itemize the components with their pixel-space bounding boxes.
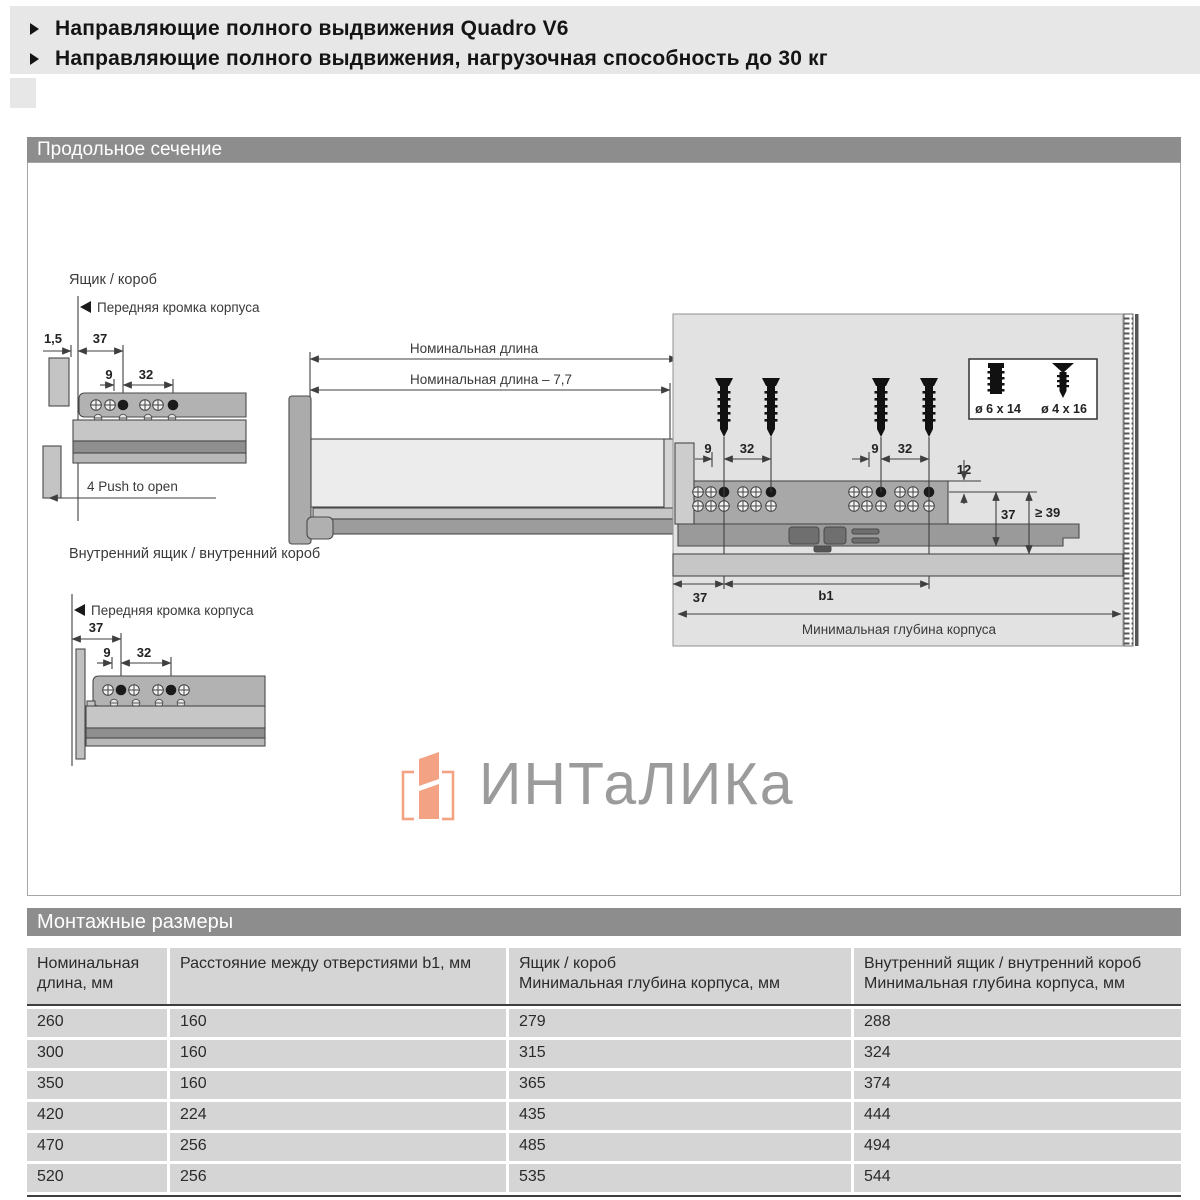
dim-37: 37 bbox=[88, 620, 104, 635]
table-cell: 485 bbox=[509, 1133, 851, 1161]
section-title-text: Продольное сечение bbox=[37, 139, 223, 160]
front-edge-label: Передняя кромка корпуса bbox=[97, 300, 260, 315]
table-cell: 365 bbox=[509, 1071, 851, 1099]
screw-euro-icon bbox=[988, 363, 1005, 394]
section-title-longitudinal bbox=[27, 137, 1181, 162]
product-subtitle: Направляющие полного выдвижения, нагрузочная способность до 30 кг bbox=[55, 47, 828, 70]
dim-32: 32 bbox=[739, 441, 755, 456]
table-row bbox=[27, 1133, 1181, 1161]
dim-37: 37 bbox=[692, 590, 708, 605]
dim-b1: b1 bbox=[818, 588, 834, 603]
page-header-banner bbox=[10, 6, 1200, 74]
cabinet-front-post bbox=[675, 443, 694, 524]
dim-9: 9 bbox=[105, 367, 113, 382]
watermark-logo bbox=[399, 748, 859, 858]
cabinet-back-wall-hatch bbox=[1124, 314, 1133, 646]
dim-9: 9 bbox=[103, 645, 111, 660]
table-cell: 324 bbox=[854, 1040, 1181, 1068]
table-cell: 544 bbox=[854, 1164, 1181, 1192]
nominal-length-minus-label: Номинальная длина – 7,7 bbox=[409, 372, 573, 387]
rail-bottom-lip bbox=[86, 738, 265, 746]
dim-9: 9 bbox=[704, 441, 712, 456]
table-cell: 300 bbox=[27, 1040, 167, 1068]
drawer-box-diagram bbox=[43, 272, 260, 521]
cabinet-bottom-shelf bbox=[673, 554, 1123, 576]
table-cell: 494 bbox=[854, 1133, 1181, 1161]
drawer-body bbox=[311, 439, 664, 507]
dim-ge39: ≥ 39 bbox=[1035, 505, 1061, 520]
table-cell: 256 bbox=[170, 1133, 506, 1161]
front-edge-arrow-icon bbox=[74, 604, 85, 616]
table-header-cell bbox=[509, 948, 851, 1004]
table-header-cell bbox=[27, 948, 167, 1004]
cabinet-back-wall-line bbox=[1135, 314, 1139, 646]
logo-icon bbox=[399, 748, 461, 828]
header-line: Минимальная глубина корпуса, мм bbox=[864, 975, 1125, 992]
inner-drawer-label: Внутренний ящик / внутренний короб bbox=[69, 546, 321, 562]
bullet-triangle-icon bbox=[30, 23, 39, 35]
table-cell: 444 bbox=[854, 1102, 1181, 1130]
table-cell: 288 bbox=[854, 1009, 1181, 1037]
table-cell: 224 bbox=[170, 1102, 506, 1130]
table-cell: 520 bbox=[27, 1164, 167, 1192]
table-cell: 435 bbox=[509, 1102, 851, 1130]
header-line: длина, мм bbox=[37, 975, 114, 992]
table-header-row bbox=[27, 948, 1181, 1004]
table-cell: 160 bbox=[170, 1009, 506, 1037]
runner-end-cap bbox=[307, 517, 333, 539]
header-line: Минимальная глубина корпуса, мм bbox=[519, 975, 780, 992]
table-cell: 160 bbox=[170, 1071, 506, 1099]
min-depth-label: Минимальная глубина корпуса bbox=[801, 622, 997, 637]
cabinet-section-view bbox=[673, 314, 1139, 646]
header-line: Номинальная bbox=[37, 955, 140, 972]
section-title-text: Монтажные размеры bbox=[37, 911, 234, 933]
table-cell: 374 bbox=[854, 1071, 1181, 1099]
header-line: Внутренний ящик / внутренний короб bbox=[864, 955, 1142, 972]
screw-size-a: ø 6 x 14 bbox=[975, 402, 1021, 416]
mounting-dimensions-table bbox=[27, 948, 1181, 1197]
header-line: Ящик / короб bbox=[519, 955, 617, 972]
banner-notch bbox=[10, 78, 36, 108]
longitudinal-section-panel bbox=[27, 162, 1181, 896]
table-row bbox=[27, 1102, 1181, 1130]
push-to-open-label: 4 Push to open bbox=[87, 479, 178, 494]
rail-bottom-lip bbox=[73, 453, 246, 463]
table-cell: 535 bbox=[509, 1164, 851, 1192]
table-row bbox=[27, 1040, 1181, 1068]
runner-lower bbox=[317, 519, 673, 534]
rail-lower-section bbox=[86, 706, 265, 728]
table-cell: 470 bbox=[27, 1133, 167, 1161]
nominal-length-label: Номинальная длина bbox=[409, 341, 539, 356]
table-row bbox=[27, 1071, 1181, 1099]
drawer-side-view bbox=[289, 341, 678, 544]
drawer-box-label: Ящик / короб bbox=[69, 272, 157, 288]
front-panel-piece bbox=[49, 358, 69, 406]
header-bullet-2 bbox=[10, 44, 1200, 74]
dim-37: 37 bbox=[1001, 507, 1016, 522]
table-header-cell bbox=[170, 948, 506, 1004]
screws-legend bbox=[969, 359, 1097, 419]
dim-32: 32 bbox=[897, 441, 913, 456]
front-edge-arrow-icon bbox=[80, 301, 91, 313]
bullet-triangle-icon bbox=[30, 53, 39, 65]
rail-dark-band bbox=[73, 441, 246, 453]
table-cell: 315 bbox=[509, 1040, 851, 1068]
rail-lower-section bbox=[73, 420, 246, 441]
dim-9: 9 bbox=[871, 441, 879, 456]
table-bottom-border bbox=[27, 1195, 1181, 1197]
dim-32: 32 bbox=[136, 645, 152, 660]
dim-32: 32 bbox=[138, 367, 154, 382]
header-line: Расстояние между отверстиями b1, мм bbox=[180, 955, 472, 972]
thin-panel bbox=[76, 649, 85, 759]
runner-upper bbox=[313, 508, 673, 519]
dim-37: 37 bbox=[92, 331, 108, 346]
table-row bbox=[27, 1164, 1181, 1192]
table-cell: 260 bbox=[27, 1009, 167, 1037]
front-panel-piece bbox=[43, 446, 61, 498]
product-title: Направляющие полного выдвижения Quadro V6 bbox=[55, 17, 569, 40]
header-separator bbox=[27, 1004, 1181, 1006]
logo-text: ИНТаЛИКа bbox=[479, 751, 795, 817]
table-cell: 160 bbox=[170, 1040, 506, 1068]
section-title-mounting bbox=[27, 908, 1181, 936]
table-cell: 420 bbox=[27, 1102, 167, 1130]
screw-size-b: ø 4 x 16 bbox=[1041, 402, 1087, 416]
table-cell: 350 bbox=[27, 1071, 167, 1099]
dim-1-5: 1,5 bbox=[43, 331, 63, 346]
table-cell: 256 bbox=[170, 1164, 506, 1192]
table-header-cell bbox=[854, 948, 1181, 1004]
dim-12: 12 bbox=[956, 462, 972, 477]
inner-drawer-diagram bbox=[69, 546, 320, 766]
table-row bbox=[27, 1009, 1181, 1037]
rail-dark-band bbox=[86, 728, 265, 738]
front-edge-label: Передняя кромка корпуса bbox=[91, 603, 254, 618]
table-cell: 279 bbox=[509, 1009, 851, 1037]
header-bullet-1 bbox=[10, 14, 1200, 44]
